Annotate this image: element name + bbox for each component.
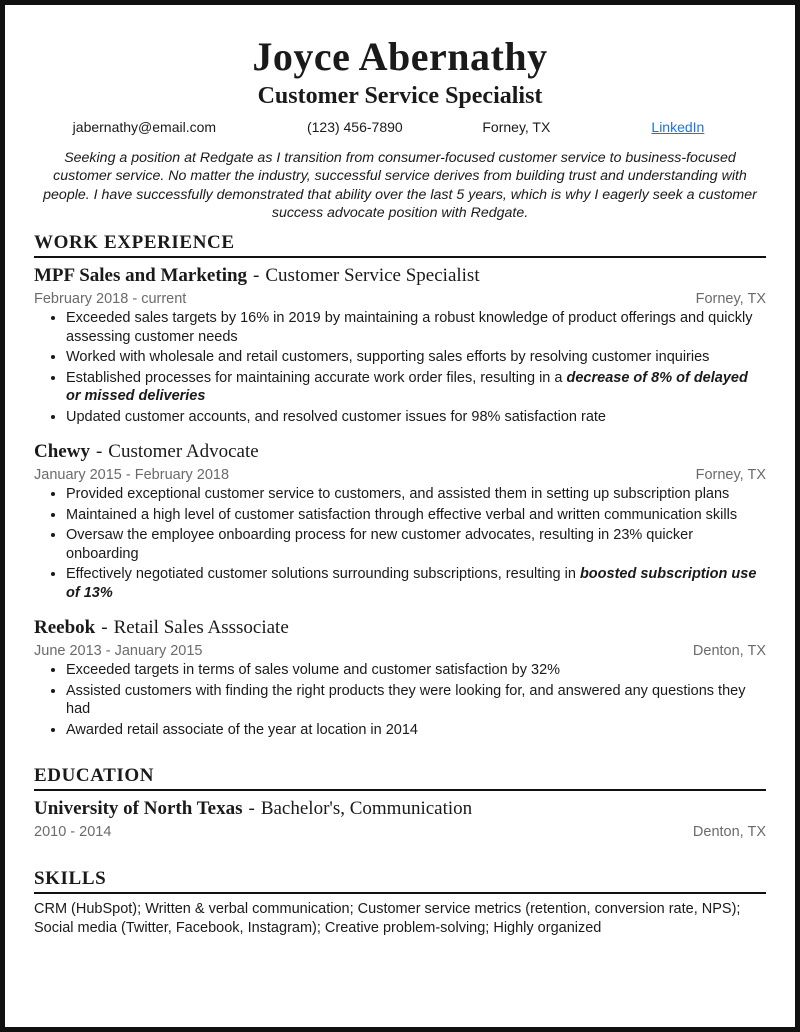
job-header: Reebok - Retail Sales Asssociate — [34, 617, 289, 639]
bullet-item: • Assisted customers with finding the right products they were looking for, and answered any questions they had — [66, 682, 766, 719]
skills-text: CRM (HubSpot); Written & verbal communication; Customer service metrics (retention, conversion rate, NPS); Social media (Twitter, Facebook, Instagram); Creative problem-solving; Highly organized — [34, 901, 741, 936]
job-header: MPF Sales and Marketing - Customer Service Specialist — [34, 265, 480, 287]
bullet-item: • Exceeded sales targets by 16% in 2019 by maintaining a robust knowledge of product offerings and quickly assessing customer needs — [66, 309, 766, 346]
job-location: Forney, TX — [695, 291, 766, 308]
job-entry — [34, 440, 766, 602]
job-dates: January 2015 - February 2018 — [34, 467, 230, 484]
work-experience-heading: WORK EXPERIENCE — [34, 232, 766, 258]
company-name: MPF Sales and Marketing — [34, 265, 248, 287]
bullet-item: • Maintained a high level of customer satisfaction through effective verbal and written communication skills — [66, 506, 766, 525]
job-meta — [34, 641, 766, 661]
job-role: Customer Service Specialist — [265, 265, 480, 287]
job-location: Denton, TX — [692, 643, 766, 660]
bullet-item: • Worked with wholesale and retail customers, supporting sales efforts by resolving customer inquiries — [66, 348, 766, 367]
bullet-item: • Oversaw the employee onboarding process for new customer advocates, resulting in 23% quicker onboarding — [66, 526, 766, 563]
education-header: University of North Texas - Bachelor's, Communication — [34, 798, 473, 820]
company-name: Chewy — [34, 441, 90, 463]
job-bullets — [34, 485, 766, 602]
education-dates: 2010 - 2014 — [34, 824, 112, 841]
contact-row — [34, 117, 766, 137]
education-entry — [34, 797, 766, 842]
linkedin-link[interactable]: LinkedIn — [651, 119, 705, 135]
candidate-name: Joyce Abernathy — [252, 34, 548, 79]
degree-text: Bachelor's, Communication — [260, 798, 473, 820]
bullet-item: • Provided exceptional customer service to customers, and assisted them in setting up subscription plans — [66, 485, 766, 504]
job-role: Retail Sales Asssociate — [113, 617, 289, 639]
job-role: Customer Advocate — [108, 441, 259, 463]
bullet-item: • Updated customer accounts, and resolved customer issues for 98% satisfaction rate — [66, 408, 766, 427]
job-bullets — [34, 309, 766, 426]
job-title: Customer Service Specialist — [257, 83, 543, 109]
job-entry — [34, 264, 766, 426]
job-location: Forney, TX — [695, 467, 766, 484]
job-dates: June 2013 - January 2015 — [34, 643, 203, 660]
education-meta — [34, 822, 766, 842]
company-name: Reebok — [34, 617, 96, 639]
bullet-item: • Established processes for maintaining accurate work order files, resulting in a decrease of 8% of delayed or missed deliveries — [66, 369, 766, 406]
skills-heading: SKILLS — [34, 868, 766, 894]
summary-paragraph: Seeking a position at Redgate as I transition from consumer-focused customer service to business-focused customer service. No matter the industry, successful service derives from building trust and understanding with people. I have successfully demonstrated that ability over the last 5 years, which is why I eagerly seek a customer success advocate position with Redgate. — [43, 150, 757, 221]
education-location: Denton, TX — [692, 824, 766, 841]
job-meta — [34, 465, 766, 485]
job-entry — [34, 616, 766, 739]
email-text: jabernathy@email.com — [72, 119, 217, 135]
phone-text: (123) 456-7890 — [306, 119, 403, 135]
bullet-item: • Exceeded targets in terms of sales volume and customer satisfaction by 32% — [66, 661, 766, 680]
bullet-item: • Awarded retail associate of the year at location in 2014 — [66, 721, 766, 740]
job-meta — [34, 289, 766, 309]
job-bullets — [34, 661, 766, 739]
job-header: Chewy - Customer Advocate — [34, 441, 259, 463]
bullet-item: • Effectively negotiated customer solutions surrounding subscriptions, resulting in boosted subscription use of 13% — [66, 565, 766, 602]
location-text: Forney, TX — [482, 119, 551, 135]
education-heading: EDUCATION — [34, 765, 766, 791]
job-dates: February 2018 - current — [34, 291, 187, 308]
school-name: University of North Texas — [34, 798, 243, 820]
